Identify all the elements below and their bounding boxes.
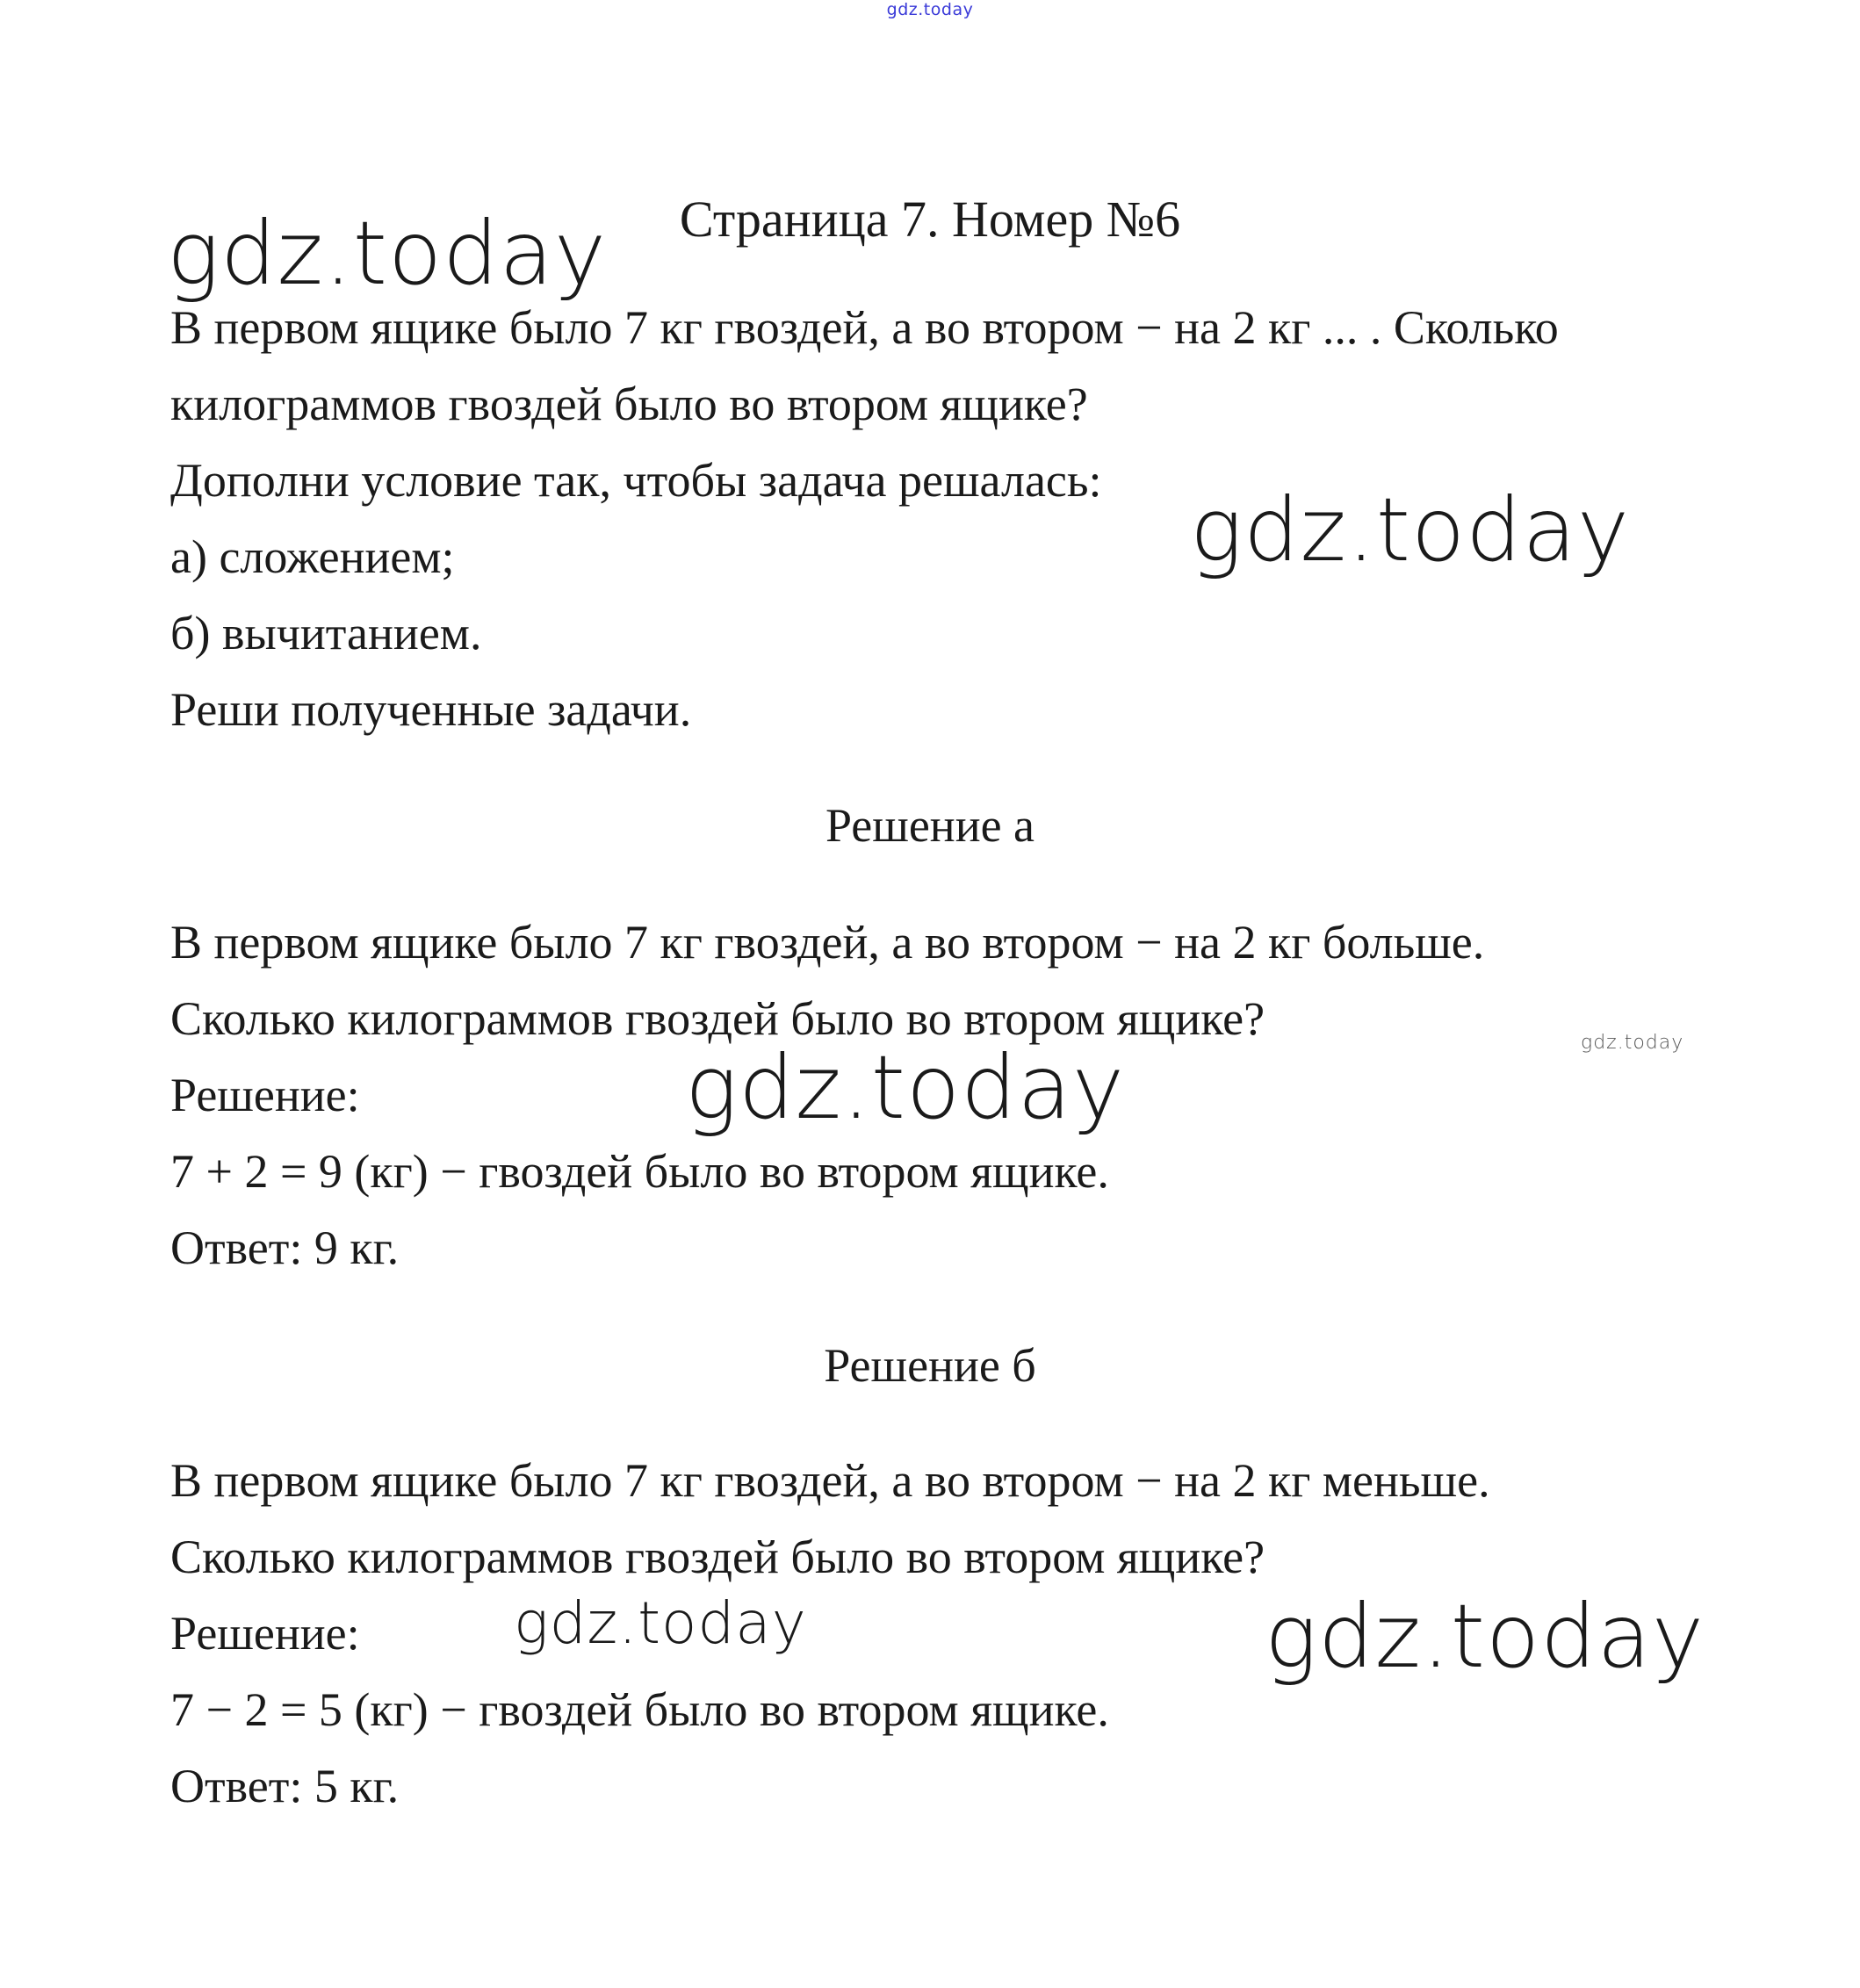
watermark-logo: gdz.today xyxy=(1265,1585,1705,1688)
solution-line: Решение: xyxy=(170,1607,360,1660)
page-title: Страница 7. Номер №6 xyxy=(679,191,1181,248)
problem-line: В первом ящике было 7 кг гвоздей, а во втором − на 2 кг ... . Сколько xyxy=(170,301,1559,354)
problem-line: б) вычитанием. xyxy=(170,607,482,659)
watermark-logo: gdz.today xyxy=(167,202,608,305)
solution-line: Сколько килограммов гвоздей было во втором ящике? xyxy=(170,992,1265,1045)
solution-line: 7 + 2 = 9 (кг) − гвоздей было во втором ящике. xyxy=(170,1145,1109,1198)
problem-line: Дополни условие так, чтобы задача решалась: xyxy=(170,454,1102,507)
solution-line: Сколько килограммов гвоздей было во втором ящике? xyxy=(170,1531,1265,1583)
solution-line: В первом ящике было 7 кг гвоздей, а во втором − на 2 кг больше. xyxy=(170,916,1485,969)
problem-line: Реши полученные задачи. xyxy=(170,683,692,736)
watermark-logo: gdz.today xyxy=(1190,479,1631,581)
watermark-logo: gdz.today xyxy=(1581,1032,1684,1054)
problem-line: а) сложением; xyxy=(170,530,455,583)
top-watermark: gdz.today xyxy=(886,0,974,19)
watermark-logo: gdz.today xyxy=(514,1589,807,1657)
solution-b-heading: Решение б xyxy=(824,1339,1036,1392)
solution-a-heading: Решение а xyxy=(825,799,1035,852)
solution-line: Ответ: 9 кг. xyxy=(170,1221,400,1274)
solution-line: Решение: xyxy=(170,1069,360,1121)
solution-line: В первом ящике было 7 кг гвоздей, а во втором − на 2 кг меньше. xyxy=(170,1454,1490,1507)
watermark-logo: gdz.today xyxy=(685,1036,1126,1139)
problem-line: килограммов гвоздей было во втором ящике? xyxy=(170,378,1088,430)
solution-line: 7 − 2 = 5 (кг) − гвоздей было во втором ящике. xyxy=(170,1683,1109,1736)
solution-line: Ответ: 5 кг. xyxy=(170,1760,400,1812)
